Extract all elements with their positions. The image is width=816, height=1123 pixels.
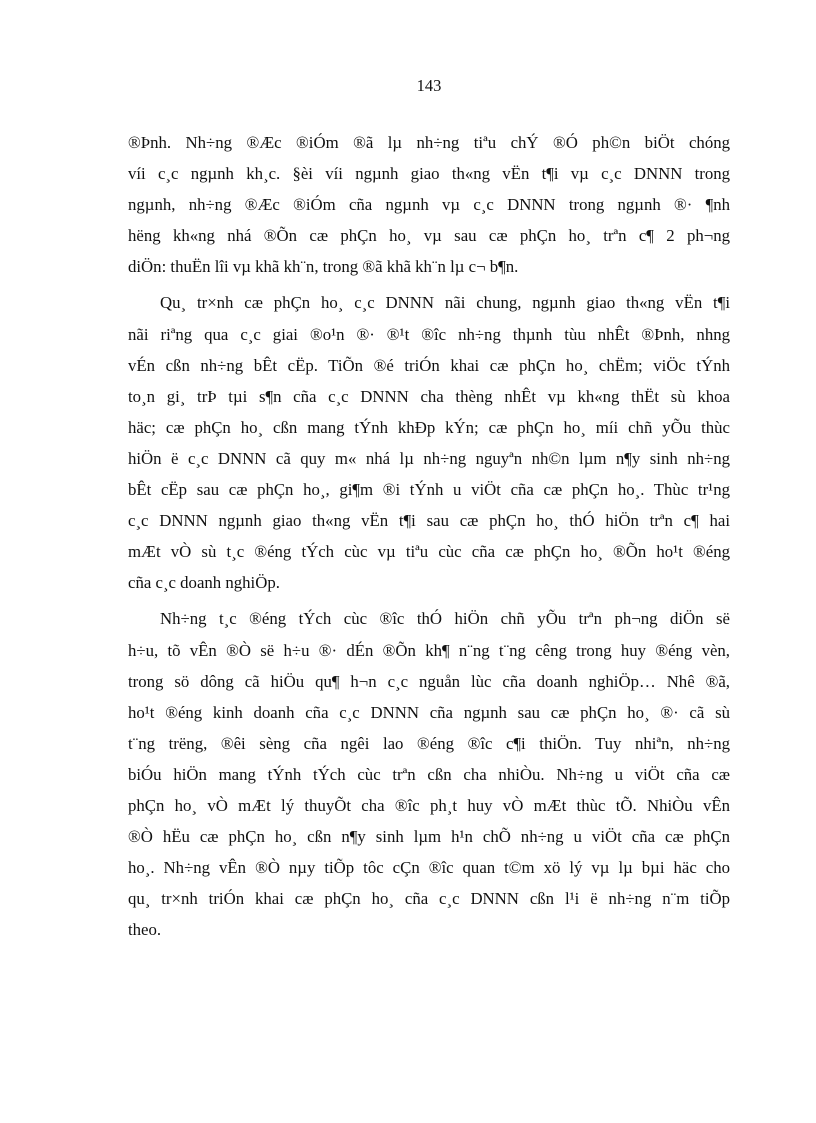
text-line: trong sö dông cã hiÖu qu¶ h¬n c¸c nguån lùc cña doanh nghiÖp… Nhê ®ã, bbox=[128, 671, 730, 691]
text-line: nãi riªng qua c¸c giai ®o¹n ®· ®¹t ®îc nh÷ng thµnh tùu nhÊt ®Þnh, nhng bbox=[128, 324, 730, 344]
text-line: phÇn ho¸ vÒ mÆt lý thuyÕt cha ®îc ph¸t huy vÒ mÆt thùc tÕ. NhiÒu vÊn bbox=[128, 795, 730, 815]
text-line: víi c¸c ngµnh kh¸c. §èi víi ngµnh giao th«ng vËn t¶i vµ c¸c DNNN trong bbox=[128, 164, 730, 184]
text-line: vÉn cßn nh÷ng bÊt cËp. TiÕn ®é triÓn khai cæ phÇn ho¸ chËm; viÖc tÝnh bbox=[128, 355, 730, 375]
text-line: to¸n gi¸ trÞ tµi s¶n cña c¸c DNNN cha thèng nhÊt vµ kh«ng thËt sù khoa bbox=[128, 386, 730, 406]
text-line: qu¸ tr×nh triÓn khai cæ phÇn ho¸ cña c¸c DNNN cßn l¹i ë nh÷ng n¨m tiÕp bbox=[128, 889, 730, 909]
text-line: cña c¸c doanh nghiÖp. bbox=[128, 573, 280, 593]
body-text bbox=[128, 127, 730, 945]
text-line: ®Þnh. Nh÷ng ®Æc ®iÓm ®ã lµ nh÷ng tiªu chÝ ®Ó ph©n biÖt chóng bbox=[128, 133, 730, 152]
text-line: mÆt vÒ sù t¸c ®éng tÝch cùc vµ tiªu cùc cña cæ phÇn ho¸ ®Õn ho¹t ®éng bbox=[128, 542, 730, 562]
text-line: t¨ng trëng, ®êi sèng cña ngêi lao ®éng ®îc c¶i thiÖn. Tuy nhiªn, nh÷ng bbox=[128, 733, 730, 753]
paragraph-2 bbox=[128, 287, 730, 598]
text-line: diÖn: thuËn lîi vµ khã kh¨n, trong ®ã khã kh¨n lµ c¬ b¶n. bbox=[128, 257, 519, 277]
text-line: biÓu hiÖn mang tÝnh tÝch cùc trªn cßn cha nhiÒu. Nh÷ng u viÖt cña cæ bbox=[128, 764, 730, 784]
text-line: ho¹t ®éng kinh doanh cña c¸c DNNN cña ngµnh sau cæ phÇn ho¸ ®· cã sù bbox=[128, 702, 730, 722]
paragraph-1 bbox=[128, 127, 730, 282]
text-line: häc; cæ phÇn ho¸ cßn mang tÝnh khÐp kÝn; cæ phÇn ho¸ míi chñ yÕu thùc bbox=[128, 417, 730, 437]
text-line: ngµnh, nh÷ng ®Æc ®iÓm cña ngµnh vµ c¸c DNNN trong ngµnh ®· ¶nh bbox=[128, 195, 730, 215]
text-line: Nh÷ng t¸c ®éng tÝch cùc ®îc thÓ hiÖn chñ yÕu trªn ph¬ng diÖn së bbox=[160, 609, 730, 629]
text-line: c¸c DNNN ngµnh giao th«ng vËn t¶i sau cæ phÇn ho¸ thÓ hiÖn trªn c¶ hai bbox=[128, 511, 730, 531]
text-line: hiÖn ë c¸c DNNN cã quy m« nhá lµ nh÷ng nguyªn nh©n lµm n¶y sinh nh÷ng bbox=[128, 448, 730, 468]
text-line: hëng kh«ng nhá ®Õn cæ phÇn ho¸ vµ sau cæ phÇn ho¸ trªn c¶ 2 ph¬ng bbox=[128, 226, 730, 246]
text-line: theo. bbox=[128, 920, 162, 940]
text-line: h÷u, tõ vÊn ®Ò së h÷u ®· dÉn ®Õn kh¶ n¨ng t¨ng cêng trong huy ®éng vèn, bbox=[128, 640, 730, 660]
page-number: 143 bbox=[416, 76, 442, 95]
text-line: Qu¸ tr×nh cæ phÇn ho¸ c¸c DNNN nãi chung, ngµnh giao th«ng vËn t¶i bbox=[160, 293, 730, 313]
paragraph-3 bbox=[128, 603, 730, 945]
text-line: ®Ò hËu cæ phÇn ho¸ cßn n¶y sinh lµm h¹n chÕ nh÷ng u viÖt cña cæ phÇn bbox=[128, 827, 730, 847]
text-line: bÊt cËp sau cæ phÇn ho¸, gi¶m ®i tÝnh u viÖt cña cæ phÇn ho¸. Thùc tr¹ng bbox=[128, 480, 730, 500]
text-line: ho¸. Nh÷ng vÊn ®Ò nµy tiÕp tôc cÇn ®îc quan t©m xö lý vµ lµ bµi häc cho bbox=[128, 858, 730, 878]
